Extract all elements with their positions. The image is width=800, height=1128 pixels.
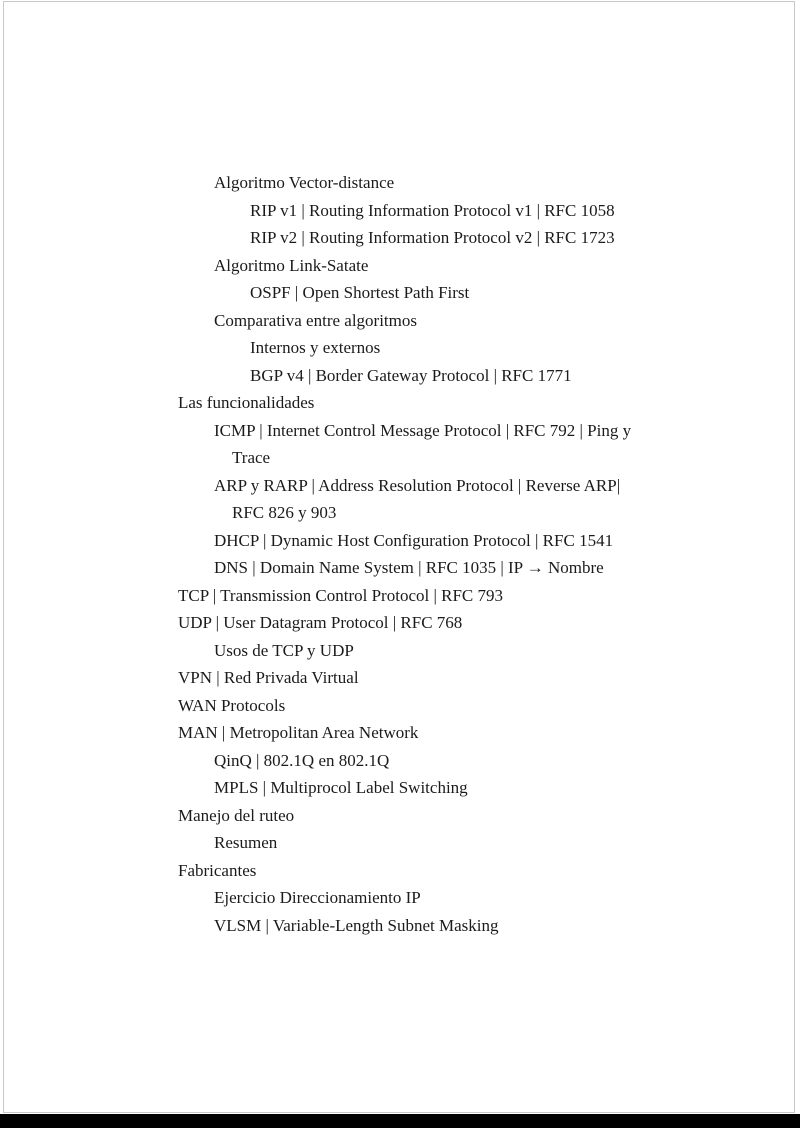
outline-item: RIP v1 | Routing Information Protocol v1 | RFC 1058 — [250, 200, 615, 220]
viewer-bottom-bar — [0, 1114, 800, 1128]
outline-item: Comparativa entre algoritmos — [214, 310, 417, 330]
outline-item: DNS | Domain Name System | RFC 1035 | IP → Nombre — [214, 558, 604, 577]
document-outline — [4, 2, 794, 939]
outline-item: Usos de TCP y UDP — [214, 640, 354, 660]
outline-item: ARP y RARP | Address Resolution Protocol | Reverse ARP| — [214, 475, 621, 495]
outline-item: RFC 826 y 903 — [232, 503, 337, 522]
outline-item: ICMP | Internet Control Message Protocol | RFC 792 | Ping y — [214, 420, 632, 440]
outline-item: Fabricantes — [178, 860, 257, 880]
outline-item: UDP | User Datagram Protocol | RFC 768 — [178, 613, 463, 632]
outline-item: Resumen — [214, 833, 278, 852]
outline-item: Internos y externos — [250, 338, 381, 357]
outline-item: BGP v4 | Border Gateway Protocol | RFC 1771 — [250, 365, 572, 385]
outline-item: DHCP | Dynamic Host Configuration Protocol | RFC 1541 — [214, 530, 614, 550]
outline-item: RIP v2 | Routing Information Protocol v2 | RFC 1723 — [250, 228, 615, 247]
outline-item: Algoritmo Vector-distance — [214, 173, 395, 192]
outline-item: MAN | Metropolitan Area Network — [178, 723, 419, 742]
outline-item: Las funcionalidades — [178, 393, 315, 412]
outline-item: VPN | Red Privada Virtual — [178, 668, 359, 687]
outline-item: Algoritmo Link-Satate — [214, 255, 369, 275]
outline-item: OSPF | Open Shortest Path First — [250, 283, 470, 302]
outline-item: QinQ | 802.1Q en 802.1Q — [214, 750, 390, 770]
document-page — [3, 1, 795, 1113]
outline-item: Trace — [232, 448, 271, 467]
outline-item: WAN Protocols — [178, 695, 286, 715]
outline-item: Manejo del ruteo — [178, 805, 295, 825]
outline-item: Ejercicio Direccionamiento IP — [214, 888, 421, 907]
outline-item: VLSM | Variable-Length Subnet Masking — [214, 915, 499, 935]
outline-item: MPLS | Multiprocol Label Switching — [214, 778, 468, 797]
outline-item: TCP | Transmission Control Protocol | RFC 793 — [178, 585, 503, 605]
